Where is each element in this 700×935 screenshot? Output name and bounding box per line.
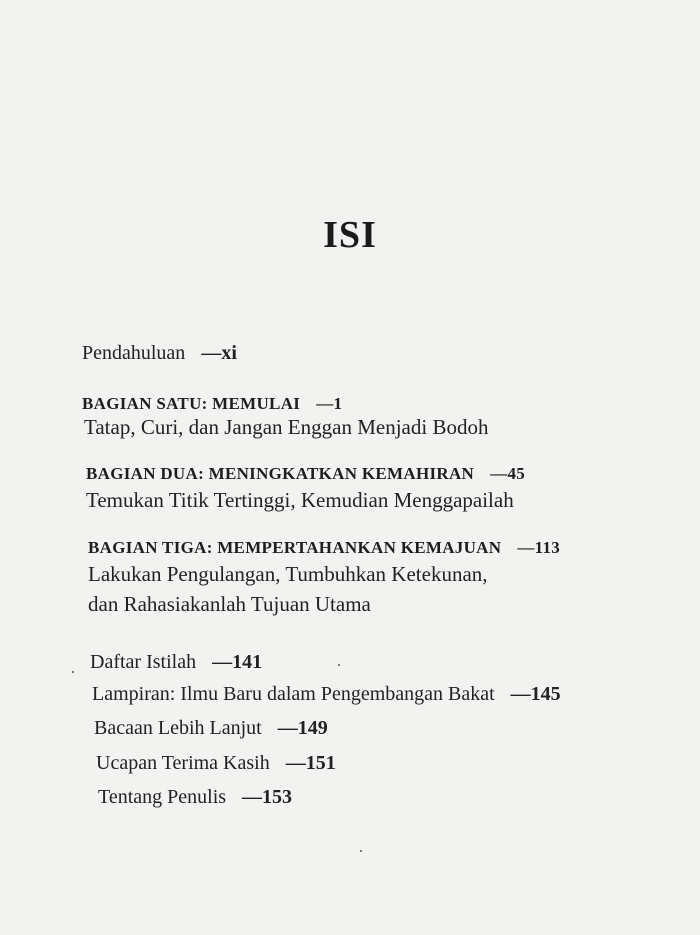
toc-entry-glossary [90, 651, 262, 674]
toc-entry-page: —153 [242, 786, 293, 808]
toc-entry-appendix [92, 683, 561, 706]
paper-speck [360, 850, 362, 852]
toc-entry-page: —151 [285, 752, 336, 774]
toc-entry-page: —141 [212, 651, 263, 673]
part-heading-label: BAGIAN SATU: MEMULAI [82, 394, 301, 413]
part-heading-2 [86, 464, 525, 484]
toc-entry-label: Tentang Penulis [98, 786, 227, 808]
toc-entry-intro [82, 342, 237, 365]
toc-entry-label: Pendahuluan [82, 342, 186, 364]
part-subtitle-2: Temukan Titik Tertinggi, Kemudian Menggapailah [86, 488, 514, 512]
toc-entry-label: Daftar Istilah [90, 651, 197, 673]
page-title: ISI [323, 214, 377, 256]
paper-speck [338, 664, 340, 666]
toc-entry-page: —xi [201, 342, 237, 364]
paper-speck [72, 671, 74, 673]
toc-entry-further-reading [94, 717, 328, 740]
part-subtitle-3-line-2: dan Rahasiakanlah Tujuan Utama [88, 592, 371, 616]
part-heading-1 [82, 394, 342, 414]
toc-entry-page: —149 [277, 717, 328, 739]
part-heading-page: —45 [490, 464, 526, 483]
toc-entry-label: Lampiran: Ilmu Baru dalam Pengembangan Bakat [92, 683, 495, 705]
part-heading-label: BAGIAN TIGA: MEMPERTAHANKAN KEMAJUAN [88, 538, 502, 557]
toc-entry-page: —145 [510, 683, 561, 705]
part-heading-3 [88, 538, 560, 558]
part-heading-label: BAGIAN DUA: MENINGKATKAN KEMAHIRAN [86, 464, 475, 483]
part-subtitle-1: Tatap, Curi, dan Jangan Enggan Menjadi Bodoh [84, 415, 489, 439]
part-heading-page: —113 [517, 538, 561, 557]
part-subtitle-3-line-1: Lakukan Pengulangan, Tumbuhkan Ketekunan, [88, 562, 488, 586]
toc-entry-label: Ucapan Terima Kasih [96, 752, 270, 774]
toc-entry-about-author [98, 786, 292, 809]
toc-entry-label: Bacaan Lebih Lanjut [94, 717, 262, 739]
part-heading-page: —1 [316, 394, 343, 413]
toc-entry-acknowledgements [96, 752, 336, 775]
